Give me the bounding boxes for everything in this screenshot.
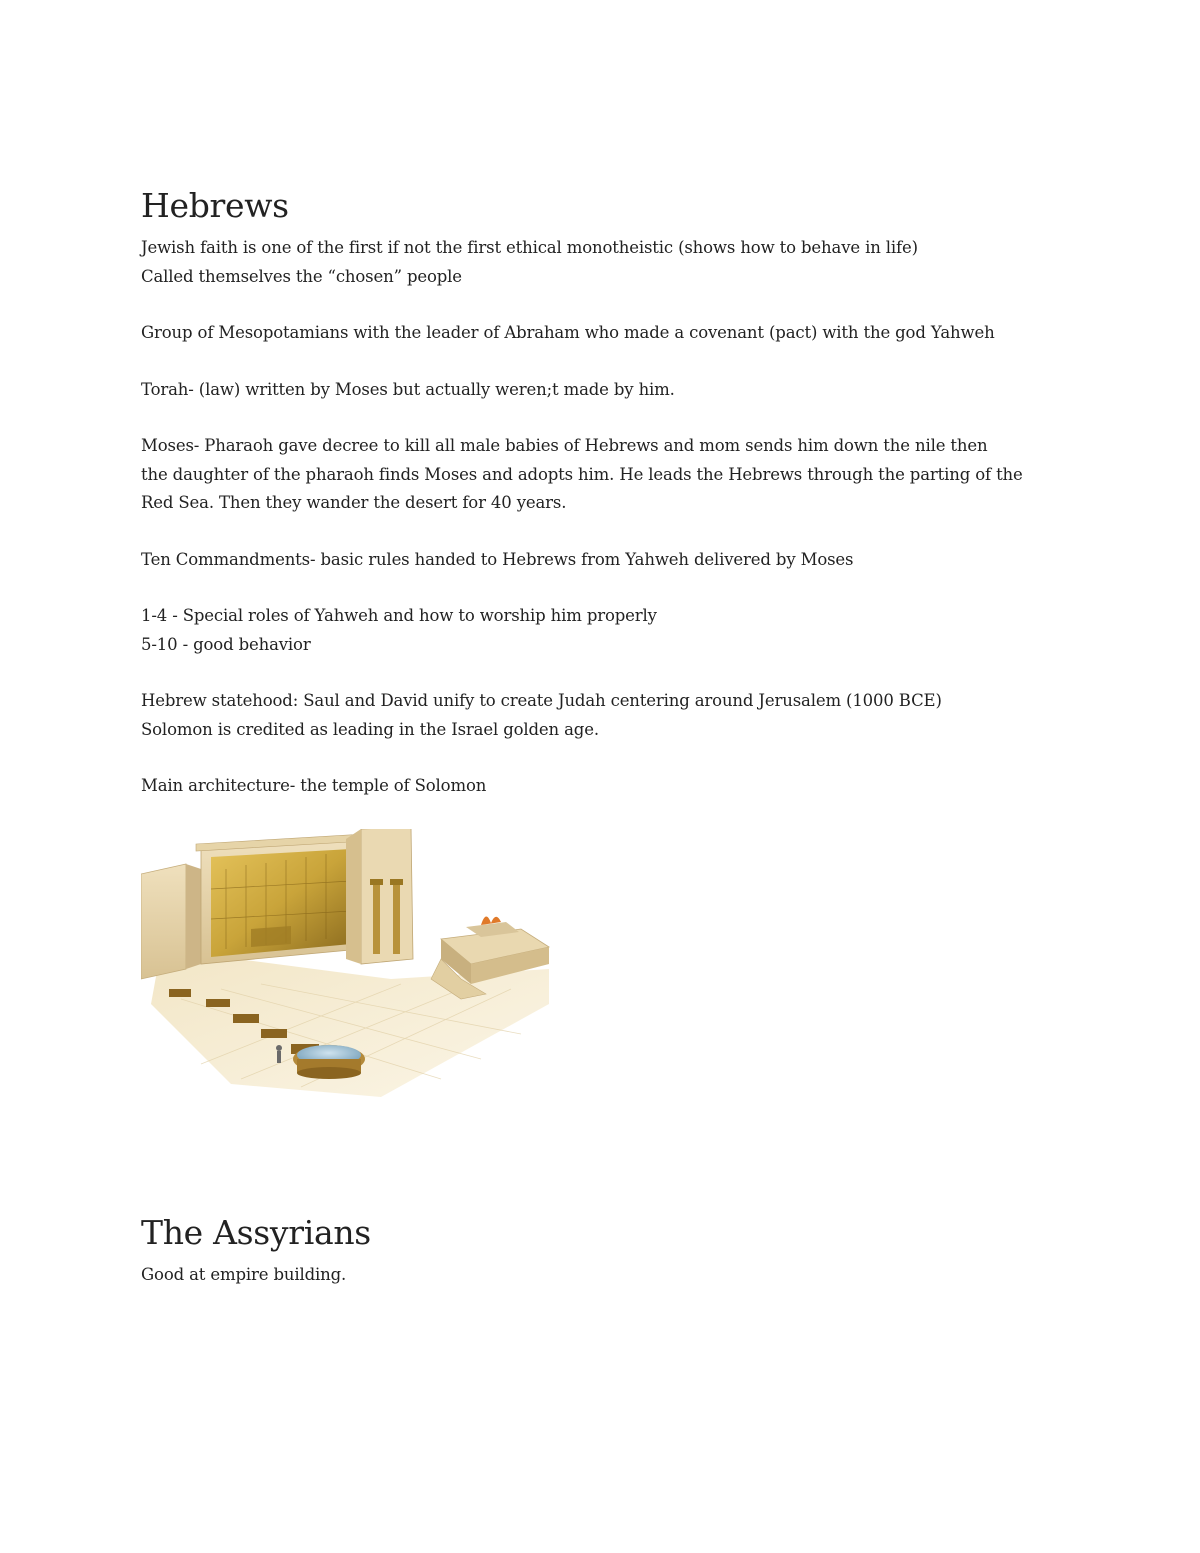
paragraph-line: Jewish faith is one of the first if not the first ethical monotheistic (shows how to behave in life) bbox=[141, 238, 918, 257]
document-body bbox=[141, 178, 1061, 1289]
paragraph-line: 1-4 - Special roles of Yahweh and how to worship him properly bbox=[141, 606, 657, 625]
pillar-jachin bbox=[373, 884, 380, 954]
paragraph-line: Ten Commandments- basic rules handed to Hebrews from Yahweh delivered by Moses bbox=[141, 549, 854, 569]
paragraph-line: Red Sea. Then they wander the desert for 40 years. bbox=[141, 493, 567, 512]
heading-assyrians: The Assyrians bbox=[141, 1212, 371, 1252]
person-figure bbox=[277, 1051, 281, 1063]
temple-illustration-svg bbox=[141, 829, 551, 1099]
pillar-boaz bbox=[393, 884, 400, 954]
paragraph-line: Torah- (law) written by Moses but actually weren;t made by him. bbox=[141, 379, 675, 399]
heading-hebrews: Hebrews bbox=[141, 186, 289, 225]
porch-tower bbox=[361, 829, 413, 964]
paragraph-line: Called themselves the “chosen” people bbox=[141, 266, 462, 286]
paragraph-line: Hebrew statehood: Saul and David unify to create Judah centering around Jerusalem (1000 BCE) bbox=[141, 691, 942, 710]
paragraph-line: 5-10 - good behavior bbox=[141, 634, 311, 654]
temple-of-solomon-illustration bbox=[141, 829, 551, 1099]
paragraph-line: Solomon is credited as leading in the Israel golden age. bbox=[141, 719, 599, 739]
side-chamber bbox=[141, 864, 186, 979]
paragraph-line: Good at empire building. bbox=[141, 1264, 347, 1284]
paragraph-line: Main architecture- the temple of Solomon bbox=[141, 776, 487, 795]
paragraph-line: the daughter of the pharaoh finds Moses and adopts him. He leads the Hebrews through the parting of the bbox=[141, 464, 1023, 484]
paragraph-line: Moses- Pharaoh gave decree to kill all male babies of Hebrews and mom sends him down the nile then bbox=[141, 436, 988, 455]
paragraph-line: Group of Mesopotamians with the leader of Abraham who made a covenant (pact) with the god Yahweh bbox=[141, 323, 995, 342]
